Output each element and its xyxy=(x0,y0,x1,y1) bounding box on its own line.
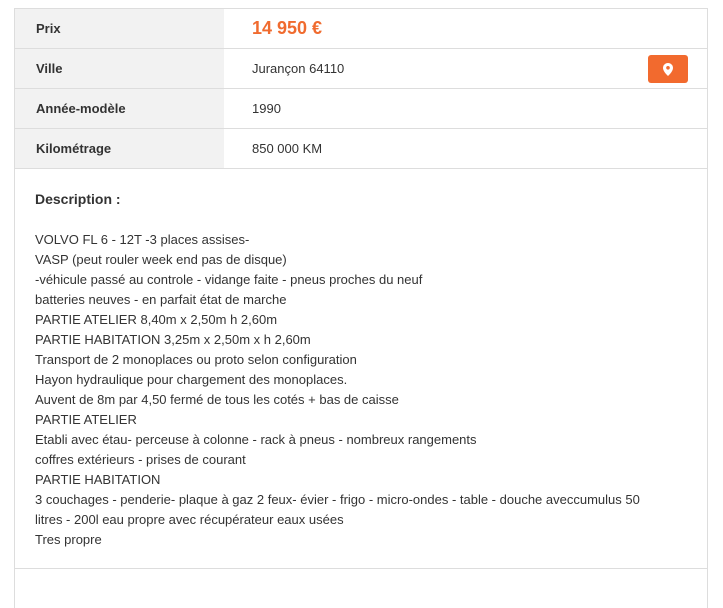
mileage-row xyxy=(15,129,707,169)
year-value: 1990 xyxy=(252,101,281,116)
description-section xyxy=(15,169,707,569)
description-line: Etabli avec étau- perceuse à colonne - rack à pneus - nombreux rangements xyxy=(35,432,477,447)
city-label: Ville xyxy=(15,49,224,88)
description-line: Transport de 2 monoplaces ou proto selon configuration xyxy=(35,352,357,367)
description-line: Auvent de 8m par 4,50 fermé de tous les cotés + bas de caisse xyxy=(35,392,399,407)
description-line: Tres propre xyxy=(35,532,102,547)
description-text xyxy=(35,230,687,550)
map-location-button[interactable] xyxy=(648,55,688,83)
year-row xyxy=(15,89,707,129)
description-line: VASP (peut rouler week end pas de disque) xyxy=(35,252,287,267)
listing-details-panel xyxy=(14,8,708,608)
mileage-label: Kilométrage xyxy=(15,129,224,168)
description-line: PARTIE ATELIER xyxy=(35,412,137,427)
price-row xyxy=(15,9,707,49)
description-line: VOLVO FL 6 - 12T -3 places assises- xyxy=(35,232,250,247)
description-line: PARTIE HABITATION xyxy=(35,472,161,487)
price-value: 14 950 € xyxy=(252,18,323,38)
description-line: coffres extérieurs - prises de courant xyxy=(35,452,246,467)
map-marker-icon xyxy=(663,63,673,76)
city-cell xyxy=(224,49,707,88)
description-line: litres - 200l eau propre avec récupérateur eaux usées xyxy=(35,512,344,527)
mileage-value: 850 000 KM xyxy=(252,141,323,156)
description-line: batteries neuves - en parfait état de marche xyxy=(35,292,287,307)
description-line: PARTIE HABITATION 3,25m x 2,50m x h 2,60m xyxy=(35,332,311,347)
description-line: Hayon hydraulique pour chargement des monoplaces. xyxy=(35,372,348,387)
city-value: Jurançon 64110 xyxy=(252,61,345,76)
price-label: Prix xyxy=(15,9,224,48)
city-row xyxy=(15,49,707,89)
description-line: PARTIE ATELIER 8,40m x 2,50m h 2,60m xyxy=(35,312,278,327)
year-label: Année-modèle xyxy=(15,89,224,128)
description-line: 3 couchages - penderie- plaque à gaz 2 feux- évier - frigo - micro-ondes - table - douche aveccumulus 50 xyxy=(35,492,640,507)
description-line: -véhicule passé au controle - vidange faite - pneus proches du neuf xyxy=(35,272,423,287)
description-title: Description : xyxy=(35,191,121,207)
